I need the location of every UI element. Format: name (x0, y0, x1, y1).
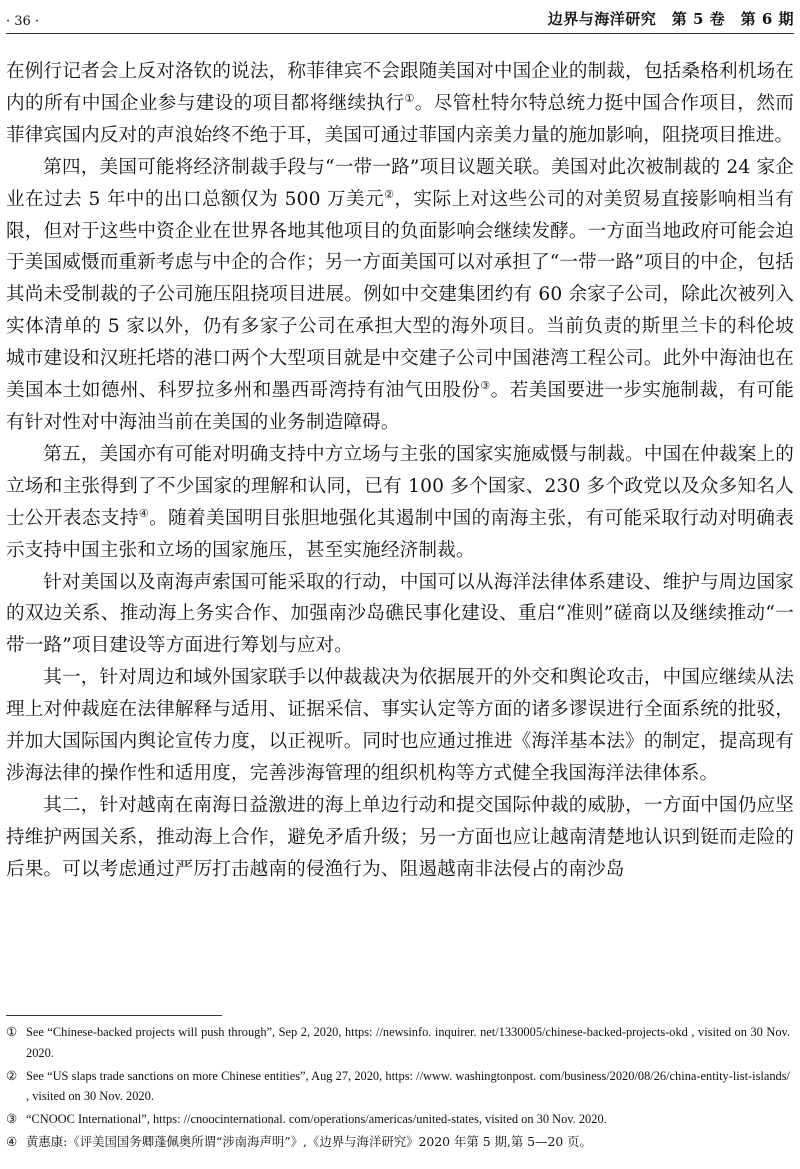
paragraph-text: 其二，针对越南在南海日益激进的海上单边行动和提交国际仲裁的威胁，一方面中国仍应坚持维护两国关系，推动海上合作，避免矛盾升级；另一方面也应让越南清楚地认识到铤而走险的后果。可以考虑通过严厉打击越南的侵渔行为、阻遏越南非法侵占的南沙岛 (6, 794, 794, 880)
footnote-text: “CNOOC International”, https: //cnoocinternational. com/operations/americas/united-states, visited on 30 Nov. 2020. (26, 1112, 607, 1126)
footnote-mark: ① (6, 1024, 18, 1039)
footnote-text: 黄惠康:《评美国国务卿蓬佩奥所谓“涉南海声明”》,《边界与海洋研究》2020 年第 5 期,第 5—20 页。 (26, 1134, 592, 1149)
footnotes (6, 1022, 790, 1155)
body-paragraph (6, 152, 794, 439)
paragraph-text: 在例行记者会上反对洛钦的说法，称菲律宾不会跟随美国对中国企业的制裁，包括桑格利机场在内的所有中国企业参与建设的项目都将继续执行 (6, 61, 794, 114)
footnote-mark: ② (6, 1067, 18, 1083)
paragraph-text: 。随着美国明目张胆地强化其遏制中国的南海主张，有可能采取行动对明确表示支持中国主张和立场的国家施压，甚至实施经济制裁。 (6, 507, 794, 561)
body-paragraph (6, 439, 794, 567)
journal-volume-issue: 边界与海洋研究 第 5 卷 第 6 期 (547, 10, 794, 28)
paragraph-text: 针对美国以及南海声索国可能采取的行动，中国可以从海洋法律体系建设、维护与周边国家的双边关系、推动海上务实合作、加强南沙岛礁民事化建设、重启“准则”磋商以及继续推动“一带一路”项目建设等方面进行筹划与应对。 (6, 571, 794, 657)
paragraph-text: ，实际上对这些公司的对美贸易直接影响相当有限，但对于这些中资企业在世界各地其他项目的负面影响会继续发酵。一方面当地政府可能会迫于美国威慑而重新考虑与中企的合作；另一方面美国可以对承担了“一带一路”项目的中企，包括其尚未受制裁的子公司施压阻挠项目进展。例如中交建集团约有 60 余家子公司，除此次被列入实体清单的 5 家以外，仍有多家子公司在承担大型的海外项目。当前负责的斯里兰卡的科伦坡城市建设和汉班托塔的港口两个大型项目就是中交建子公司中国港湾工程公司。此外中海油也在美国本土如德州、科罗拉多州和墨西哥湾持有油气田股份 (6, 188, 794, 402)
footnote (6, 1132, 790, 1153)
body-paragraph (6, 790, 794, 886)
paragraph-text: 。尽管杜特尔特总统力挺中国合作项目，然而菲律宾国内反对的声浪始终不绝于耳，美国可通过菲国内亲美力量的施加影响，阻挠项目推进。 (6, 92, 794, 146)
body-paragraph (6, 56, 794, 152)
running-header (6, 8, 794, 34)
paragraph-text: 。若美国要进一步实施制裁，有可能有针对性对中海油当前在美国的业务制造障碍。 (6, 380, 794, 433)
article-body (6, 56, 794, 886)
footnote-mark: ③ (6, 1111, 18, 1126)
footnote-divider (6, 1015, 222, 1016)
footnote (6, 1066, 790, 1107)
footnote-reference[interactable]: ① (404, 91, 415, 105)
footnote-reference[interactable]: ② (384, 187, 395, 201)
footnote-reference[interactable]: ③ (480, 378, 491, 392)
footnote-reference[interactable]: ④ (138, 506, 150, 520)
footnote-mark: ④ (6, 1134, 18, 1149)
footnote (6, 1022, 790, 1063)
footnote (6, 1109, 790, 1130)
footnote-text: See “Chinese-backed projects will push through”, Sep 2, 2020, https: //newsinfo. inquirer. net/1330005/chinese-backed-projects-okd , visited on 30 Nov. 2020. (26, 1025, 790, 1060)
footnote-text: See “US slaps trade sanctions on more Chinese entities”, Aug 27, 2020, https: //www. washingtonpost. com/business/2020/08/26/china-entity-list-islands/ , visited on 30 Nov. 2020. (26, 1068, 790, 1103)
paragraph-text: 其一，针对周边和域外国家联手以仲裁裁决为依据展开的外交和舆论攻击，中国应继续从法理上对仲裁庭在法律解释与适用、证据采信、事实认定等方面的诸多谬误进行全面系统的批驳，并加大国际国内舆论宣传力度，以正视听。同时也应通过推进《海洋基本法》的制定，提高现有涉海法律的操作性和适用度，完善涉海管理的组织机构等方式健全我国海洋法律体系。 (6, 667, 794, 784)
page-number: · 36 · (6, 14, 40, 29)
paragraph-text: 第五，美国亦有可能对明确支持中方立场与主张的国家实施威慑与制裁。中国在仲裁案上的立场和主张得到了不少国家的理解和认同，已有 100 多个国家、230 多个政党以及众多知名人士公开表态支持 (6, 443, 794, 529)
body-paragraph (6, 567, 794, 663)
body-paragraph (6, 662, 794, 790)
paragraph-text: 第四，美国可能将经济制裁手段与“一带一路”项目议题关联。美国对此次被制裁的 24 家企业在过去 5 年中的出口总额仅为 500 万美元 (6, 156, 794, 210)
